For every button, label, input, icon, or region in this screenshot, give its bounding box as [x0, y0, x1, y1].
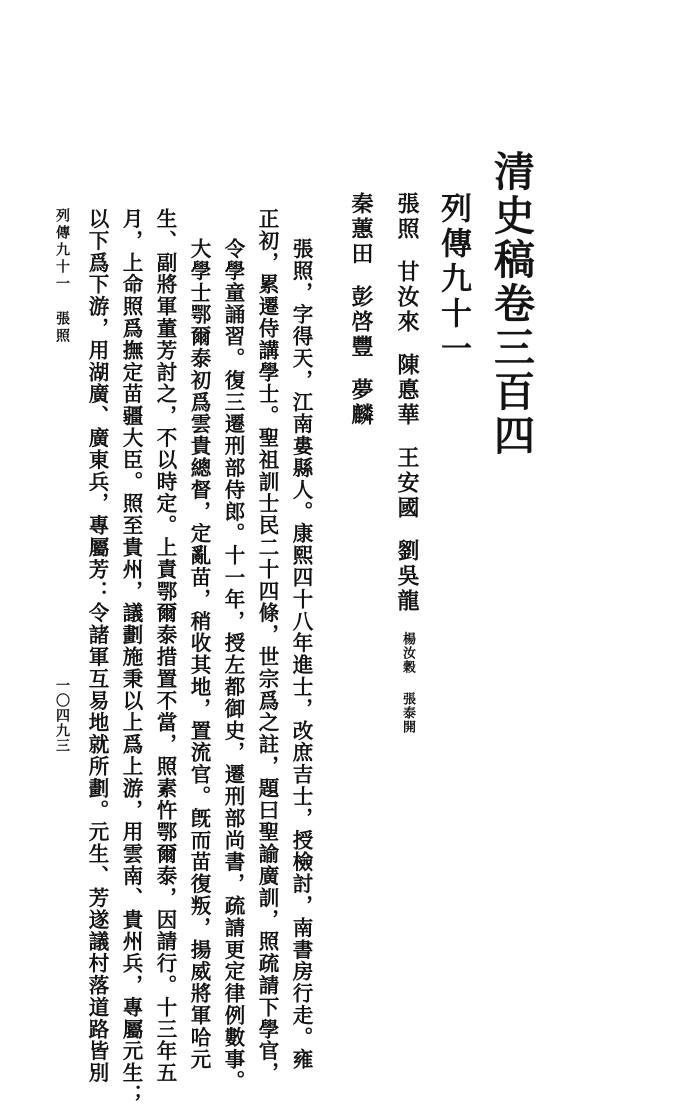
text-column: 生、副將軍董芳討之，不以時定。上責鄂爾泰措置不當，照素忤鄂爾泰，因請行。十三年五 [153, 208, 177, 1084]
text-column: 以下爲下游，用湖廣、廣東兵，專屬芳：令諸軍互易地就所劃。元生、芳遂議村落道路皆別 [85, 208, 109, 1084]
text-column: 大學士鄂爾泰初爲雲貴總督，定亂苗，稍收其地，置流官。旣而苗復叛，揚威將軍哈元 [187, 238, 211, 1071]
subject-name: 張照 [394, 192, 420, 242]
subject-name: 彭啓豐 [348, 285, 374, 360]
subject-note: 張泰開 [400, 692, 415, 734]
text-column: 張照，字得天，江南婁縣人。康熙四十八年進士，改庶吉士，授檢討，南書房行走。雍 [289, 238, 313, 1071]
subject-column-1 [396, 192, 418, 734]
page-number: 一〇四九三 [54, 678, 70, 753]
text-column: 月，上命照爲撫定苗疆大臣。照至貴州，議劃施秉以上爲上游，用雲南、貴州兵，專屬元生； [119, 208, 143, 1106]
book-title: 清史稿卷三百四 [487, 150, 535, 458]
subject-name: 甘汝來 [394, 260, 420, 335]
text-column: 令學童誦習。復三遷刑部侍郎。十一年，授左都御史，遷刑部尚書，疏請更定律例數事。 [221, 238, 245, 1093]
subject-name: 陳悳華 [394, 353, 420, 428]
subject-name: 夢麟 [348, 378, 374, 428]
subject-name: 秦蕙田 [348, 192, 374, 267]
subject-name: 劉吳龍 [394, 539, 420, 614]
running-head-volume: 列傳九十一 [54, 208, 70, 293]
subject-column-2 [350, 192, 372, 428]
page-margin [55, 208, 80, 768]
text-column: 正初，累遷侍講學士。聖祖訓士民二十四條，世宗爲之註，題曰聖諭廣訓，照疏請下學官， [255, 208, 279, 1084]
subject-list [338, 192, 418, 792]
section-title: 列傳九十一 [435, 192, 471, 367]
subject-name: 王安國 [394, 446, 420, 521]
subject-note: 楊汝穀 [400, 632, 415, 674]
running-head-name: 張照 [54, 311, 70, 345]
running-head [55, 208, 69, 345]
